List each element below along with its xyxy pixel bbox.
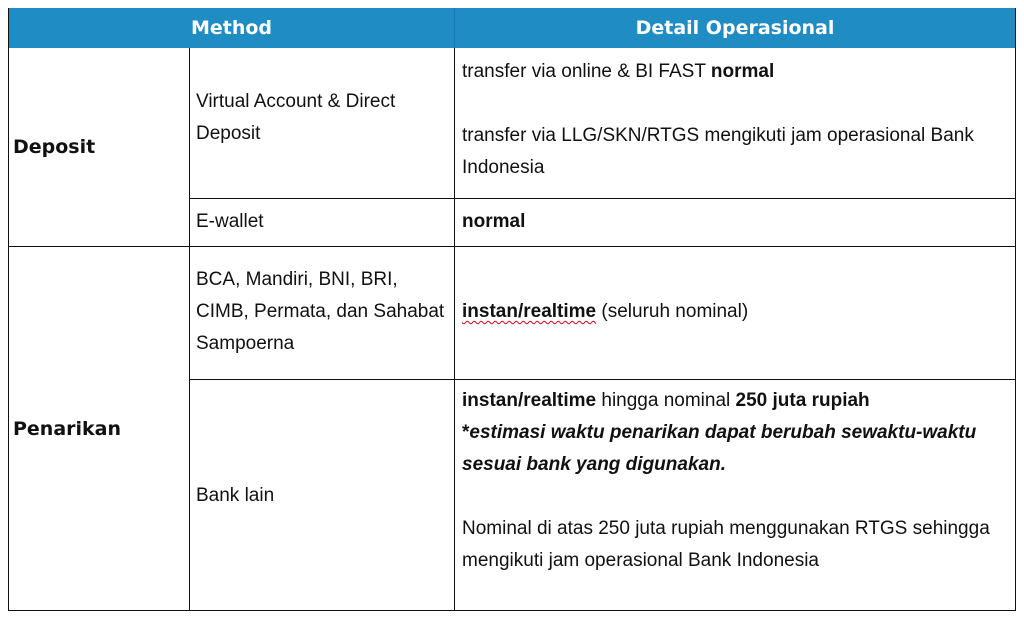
detail-va-line2: transfer via LLG/SKN/RTGS mengikuti jam operasional Bank Indonesia	[462, 125, 974, 178]
method-listed-banks: BCA, Mandiri, BNI, BRI, CIMB, Permata, dan Sahabat Sampoerna	[196, 269, 445, 354]
category-deposit-label: Deposit	[13, 136, 96, 158]
detail-other-p1: instan/realtime hingga nominal 250 juta rupiah *estimasi waktu penarikan dapat berubah sewaktu-waktu sesuai bank yang digunakan.	[462, 390, 977, 475]
detail-other-p2: Nominal di atas 250 juta rupiah menggunakan RTGS sehingga mengikuti jam operasional Bank Indonesia	[462, 518, 990, 571]
header-detail: Detail Operasional	[454, 8, 1015, 48]
detail-ewallet: normal	[462, 211, 526, 232]
method-virtual-account: Virtual Account & Direct Deposit	[196, 91, 396, 144]
category-deposit	[9, 48, 189, 246]
detail-other-banks	[455, 385, 1015, 577]
detail-virtual-account	[455, 56, 1015, 184]
divider-deposit-rows	[189, 198, 1015, 199]
header-method: Method	[9, 8, 454, 48]
divider-penarikan-rows	[189, 379, 1015, 380]
method-ewallet: E-wallet	[196, 211, 264, 232]
category-penarikan	[9, 247, 189, 611]
category-penarikan-label: Penarikan	[13, 418, 122, 440]
detail-listed-banks: instan/realtime (seluruh nominal)	[462, 301, 749, 322]
operational-table	[8, 8, 1016, 611]
method-other-banks: Bank lain	[196, 485, 275, 506]
detail-va-line1: transfer via online & BI FAST normal	[462, 61, 775, 82]
